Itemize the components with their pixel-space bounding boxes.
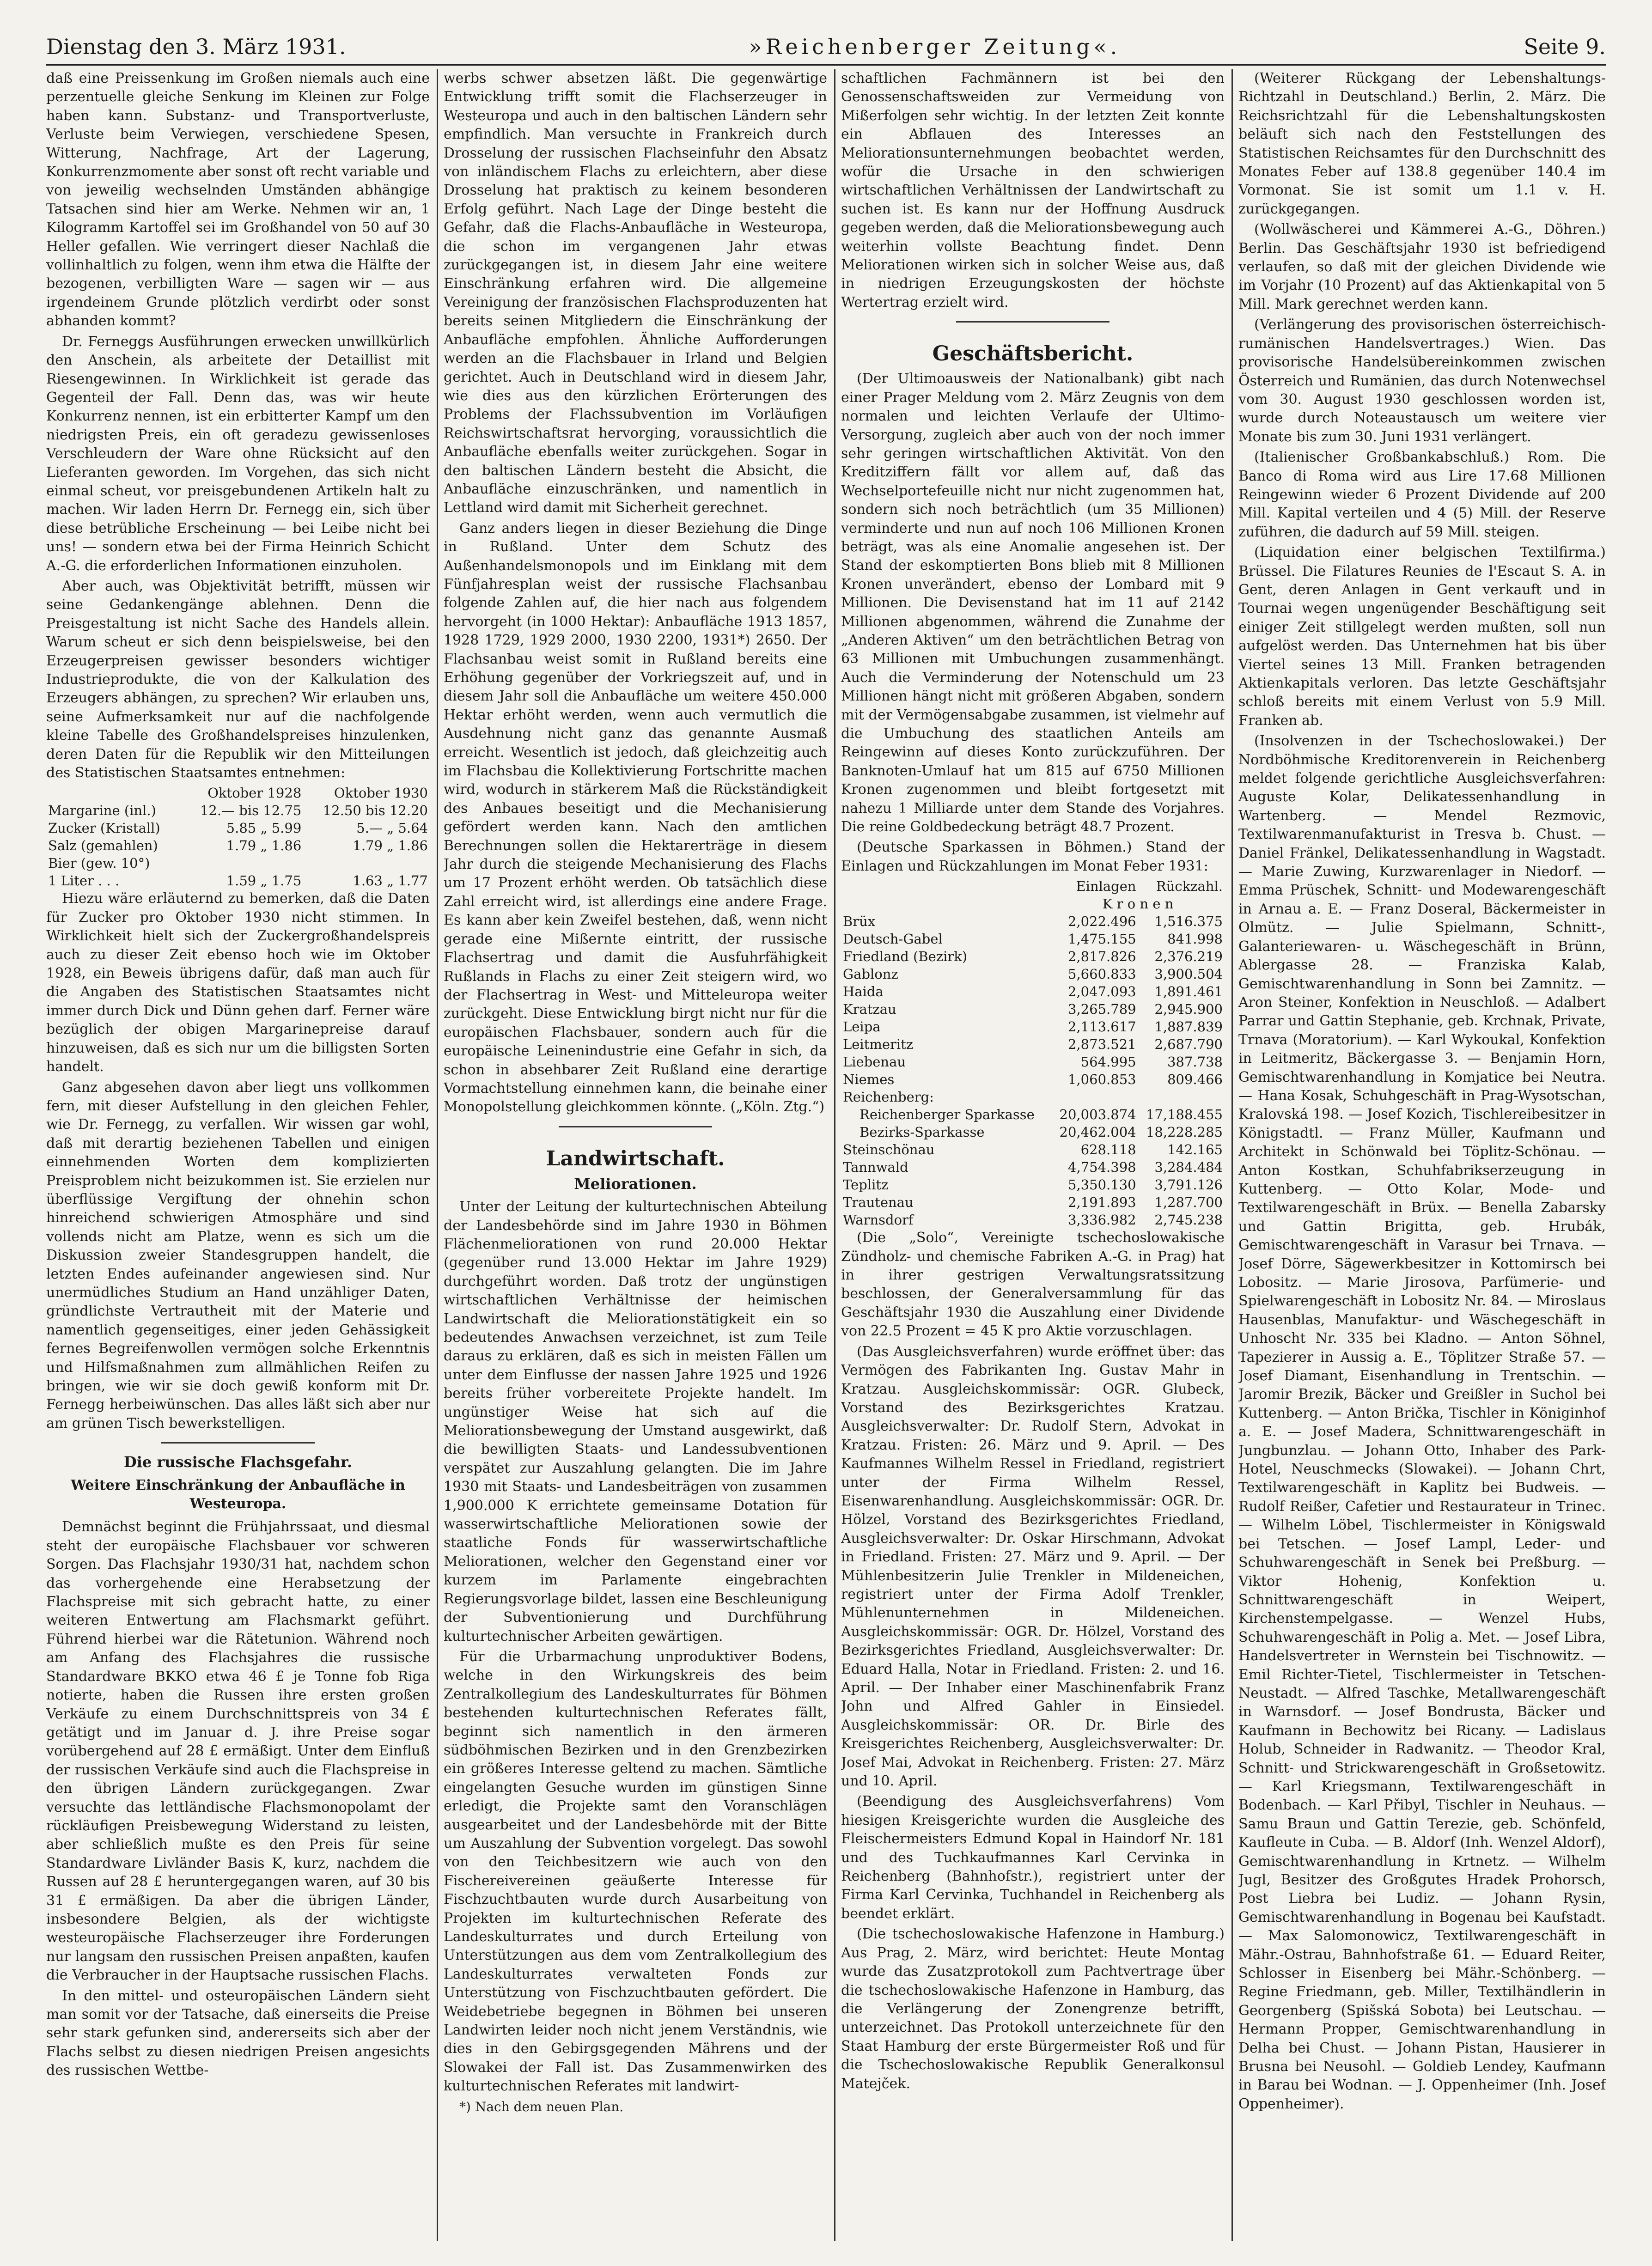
paragraph: (Die „Solo“, Vereinigte tschechoslowakische Zündholz- und chemische Fabriken A.-G. in Prag) hat in ihrer gestrigen Verwaltungsratssitzung beschlossen, der Generalversammlung für das Geschäftsjahr 1930 die Auszahlung einer Dividende von 22.5 Prozent = 45 K pro Aktie vorzuschlagen. [841, 1230, 1225, 1340]
divider [559, 1126, 712, 1127]
table-row [841, 930, 1225, 948]
table-cell: 2,191.893 [1068, 1194, 1136, 1211]
table-cell: 1.79 „ 1.86 [226, 838, 302, 854]
table-header-cell: Einlagen [1076, 878, 1136, 895]
table-cell [1138, 1088, 1225, 1106]
table-row [841, 1158, 1225, 1176]
table-cell: Gablonz [843, 966, 898, 982]
article-subheading: Weitere Einschränkung der Anbaufläche in Westeuropa. [71, 1477, 405, 1512]
table-cell: 12.50 bis 12.20 [323, 803, 428, 819]
article-columns [46, 69, 1606, 2241]
table-cell: 1,891.461 [1154, 984, 1223, 1000]
paragraph: (Der Ultimoausweis der Nationalbank) gibt nach einer Prager Meldung vom 2. März Zeugnis von dem normalen und leichten Verlaufe der Ultimo-Versorgung, zugleich aber auch von der noch immer sehr geringen wirtschaftlichen Aktivität. Von den Kreditziffern fällt vor allem auf, daß das Wechselportefeuille nicht nur nicht zugenommen hat, sondern sich noch beträchtlich (um 35 Millionen) verminderte und nun auf noch 106 Millionen Kronen beträgt, was als eine Anomalie angesehen ist. Der Stand der eskomptierten Bons blieb mit 8 Millionen Kronen unverändert, ebenso der Lombard mit 9 Millionen. Die Devisenstand hat im 11 auf 2142 Millionen abgenommen, während die Zunahme der „Anderen Aktiven“ um den beträchtlichen Betrag von 63 Millionen mit Umbuchungen zusammenhängt. Auch die Verminderung der Notenschuld um 23 Millionen hängt nicht mit größeren Abgaben, sondern mit der Vermögensabgabe zusammen, ist vielmehr auf die Umbuchung des staatlichen Anteils am Reingewinn auf dieses Konto zurückzuführen. Der Banknoten-Umlauf hat um 815 auf 6750 Millionen Kronen zugenommen und bleibt fortgesetzt mit nahezu 1 Milliarde unter dem Stande des Vorjahres. Die reine Goldbedeckung beträgt 48.7 Prozent. [841, 371, 1225, 835]
table-row [841, 1053, 1225, 1071]
table-cell: 3,284.484 [1154, 1159, 1223, 1176]
article-heading: Meliorationen. [574, 1175, 697, 1193]
table-cell: 18,228.285 [1146, 1124, 1223, 1140]
table-cell: 5.85 „ 5.99 [226, 820, 302, 836]
table-cell: Reichenberg: [843, 1089, 934, 1105]
paragraph: (Wollwäscherei und Kämmerei A.-G., Döhren.) Berlin. Das Geschäftsjahr 1930 ist befriedigend verlaufen, so daß mit der gleichen Dividende wie im Vorjahr (10 Prozent) auf das Aktienkapital von 5 Mill. Mark gerechnet werden kann. [1238, 221, 1606, 312]
column-divider [834, 69, 835, 2241]
paragraph: Ganz anders liegen in dieser Beziehung die Dinge in Rußland. Unter dem Schutz des Außenhandelsmonopols und im Einklang mit dem Fünfjahresplan weist der russische Flachsanbau folgende Zahlen auf, die hier nach aus folgendem hervorgeht (in 1000 Hektar): Anbaufläche 1913 1857, 1928 1729, 1929 2000, 1930 2200, 1931*) 2650. Der Flachsanbau weist somit in Rußland bereits eine Erhöhung gegenüber der Vorkriegszeit auf, und in diesem Jahr soll die Anbaufläche um weitere 450.000 Hektar erhöht werden, wenn auch vermutlich die Ausdehnung nicht ganz das genannte Ausmaß erreicht. Wesentlich ist jedoch, daß gleichzeitig auch im Flachsbau die Kollektivierung Fortschritte machen wird, wodurch in stärkerem Maß die Rückständigkeit des Anbaues beseitigt und die Mechanisierung gefördert werden kann. Nach den amtlichen Berechnungen sollen die Hektarerträge in diesem Jahr durch die steigende Mechanisierung des Flachs um 17 Prozent erhöht werden. Ob tatsächlich diese Zahl erreicht wird, ist allerdings eine andere Frage. Es kann aber kein Zweifel bestehen, daß, wenn nicht gerade eine Mißernte eintritt, der russische Flachsertrag und damit die Ausfuhrfähigkeit Rußlands in Flachs zu einer Zeit steigern wird, wo der Flachsertrag in West- und Mitteleuropa weiter zurückgeht. Diese Entwicklung birgt nicht nur für die europäischen Flachsbauer, sondern auch für die europäische Leinenindustrie eine Gefahr in sich, da schon in absehbarer Zeit Rußland eine derartige Vormachtstellung einnehmen kann, die beinahe einer Monopolstellung gleichkommen könnte. („Köln. Ztg.“) [444, 520, 827, 1115]
savings-banks-table [841, 877, 1225, 1229]
table-cell: 1,060.853 [1068, 1072, 1136, 1088]
table-row [841, 965, 1225, 983]
table-cell: 3,791.126 [1154, 1177, 1223, 1193]
table-cell: Bier (gew. 10°) [48, 855, 150, 871]
table-cell: 3,336.982 [1068, 1212, 1136, 1228]
table-cell: 4,754.398 [1068, 1159, 1136, 1176]
table-cell: 1 Liter . . . [48, 873, 120, 889]
table-header-row [841, 895, 1225, 913]
article-heading: Die russische Flachsgefahr. [124, 1453, 352, 1471]
table-cell: Warnsdorf [843, 1212, 914, 1228]
paragraph: daß eine Preissenkung im Großen niemals auch eine perzentuelle gleiche Senkung im Kleinen zur Folge haben kann. Substanz- und Transportverluste, Verluste beim Verwiegen, verschiedene Spesen, Witterung, Nachfrage, Art der Lagerung, Konkurrenzmomente aber sonst oft recht variable und von jeweilig wechselnden Umständen abhängige Tatsachen sind hier am Werke. Nehmen wir an, 1 Kilogramm Kartoffel sei im Großhandel von 50 auf 30 Heller gefallen. Wie verringert dieser Nachlaß die vollinhaltlich zu folgen, wenn ihm etwa die Hälfte der bezogenen, verbilligten Ware — sagen wir — aus irgendeinem Grunde plötzlich verdirbt oder sonst abhanden kommt? [46, 70, 430, 329]
paragraph: Unter der Leitung der kulturtechnischen Abteilung der Landesbehörde sind im Jahre 1930 in Böhmen Flächenmeliorationen von rund 20.000 Hektar (gegenüber rund 13.000 Hektar im Jahre 1929) durchgeführt worden. Daß trotz der ungünstigen wirtschaftlichen Verhältnisse der heimischen Landwirtschaft die Meliorationstätigkeit ein so bedeutendes Anwachsen verzeichnet, ist zum Teile daraus zu erklären, daß es sich in meisten Fällen um unter dem Einflusse der nassen Jahre 1925 und 1926 bereits früher vorbereitete Projekte handelt. Im ungünstiger Weise hat sich auf die Meliorationsbewegung der Umstand ausgewirkt, daß die bewilligten Staats- und Landessubventionen verspätet zur Auszahlung gelangten. Die im Jahre 1930 mit Staats- und Landesbeiträgen von zusammen 1,900.000 K errichtete gemeinsame Dotation für wasserwirtschaftliche Meliorationen sowie der staatliche Fonds für wasserwirtschaftliche Meliorationen, welcher den Gegenstand einer vor kurzem im Parlamente eingebrachten Regierungsvorlage bildet, lassen eine Beschleunigung der Subventionierung und Durchführung kulturtechnischer Arbeiten gewärtigen. [444, 1199, 827, 1645]
table-cell: 2,745.238 [1154, 1212, 1223, 1228]
table-row [46, 854, 430, 872]
table-header-cell: Oktober 1930 [334, 785, 428, 801]
divider [956, 321, 1109, 323]
table-row [46, 802, 430, 819]
table-cell: Deutsch-Gabel [843, 931, 943, 947]
column-1 [46, 69, 430, 2241]
paragraph: Für die Urbarmachung unproduktiver Bodens, welche in den Wirkungskreis des beim Zentralkollegium des Landeskulturrates für Böhmen bestehenden kulturtechnischen Referates fällt, beginnt sich namentlich in den ärmeren südböhmischen Bezirken und in den Grenzbezirken ein größeres Interesse geltend zu machen. Sämtliche eingelangten Gesuche wurden im günstigen Sinne erledigt, die Projekte samt den Voranschlägen ausgearbeitet und der Landesbehörde mit der Bitte um Auszahlung der Subvention vorgelegt. Das sowohl von den Teichbesitzern wie auch von den Fischereivereinen geäußerte Interesse für Fischzuchtbauten wurde durch Ausarbeitung von Projekten im kulturtechnischen Referate des Landeskulturrates und durch Erteilung von Unterstützungen aus dem vom Zentralkollegium des Landeskulturrates verwalteten Fonds zur Unterstützung von Fischzuchtbauten gefördert. Die Weidebetriebe begegnen in Böhmen bei unseren Landwirten leider noch nicht jenem Verständnis, wie dies in den Gebirgsgegenden Mährens und der Slowakei der Fall ist. Das Zusammenwirken des kulturtechnischen Referates mit landwirt- [444, 1648, 827, 2095]
paragraph: Hiezu wäre erläuternd zu bemerken, daß die Daten für Zucker pro Oktober 1930 nicht stimmen. In Wirklichkeit hielt sich der Zuckergroßhandelspreis auch zu dieser Zeit ebenso hoch wie im Oktober 1928, ein Beweis übrigens dafür, daß man auch für die Angaben des Statistischen Staatsamtes nicht immer durch Dick und Dünn gehen darf. Ferner wäre bezüglich der obigen Margarinepreise darauf hinzuweisen, daß es sich nur um die billigsten Sorten handelt. [46, 890, 430, 1075]
table-cell: Bezirks-Sparkasse [860, 1124, 985, 1140]
footnote: *) Nach dem neuen Plan. [459, 2099, 624, 2114]
page-header [46, 22, 1606, 66]
paragraph: schaftlichen Fachmännern ist bei den Genossenschaftsweiden zur Vermeidung von Mißerfolgen sehr wichtig. In der letzten Zeit konnte ein Abflauen des Interesses an Meliorationsunternehmungen beobachtet werden, wofür die Ursache in den schwierigen wirtschaftlichen Verhältnissen der Landwirtschaft zu suchen ist. Es kann nur der Hoffnung Ausdruck gegeben werden, daß die Meliorationsbewegung auch weiterhin vollste Beachtung findet. Denn Meliorationen wirken sich in solcher Weise aus, daß in niedrigen Erzeugungskosten der höchste Wertertrag erzielt wird. [841, 70, 1225, 311]
table-cell: 1.79 „ 1.86 [353, 838, 428, 854]
table-cell: 2,113.617 [1068, 1019, 1136, 1035]
table-cell: Zucker (Kristall) [48, 820, 160, 836]
table-cell: Salz (gemahlen) [48, 838, 158, 854]
table-cell: 5,660.833 [1068, 966, 1136, 982]
paragraph: (Beendigung des Ausgleichsverfahrens) Vom hiesigen Kreisgerichte wurden die Ausgleiche des Fleischermeisters Edmund Kopal in Haindorf Nr. 181 und des Tuchkaufmannes Karl Cervinka in Reichenberg (Bahnhofstr.), registriert unter der Firma Karl Cervinka, Tuchhandel in Reichenberg als beendet erklärt. [841, 1793, 1225, 1922]
table-cell [181, 854, 304, 872]
column-4 [1238, 69, 1606, 2241]
column-2 [444, 69, 827, 2241]
paragraph: (Das Ausgleichsverfahren) wurde eröffnet über: das Vermögen des Fabrikanten Ing. Gustav Mahr in Kratzau. Ausgleichskommissär: OGR. Glubeck, Vorstand des Bezirksgerichtes Kratzau. Ausgleichsverwalter: Dr. Rudolf Stern, Advokat in Kratzau. Fristen: 26. März und 9. April. — Des Kaufmannes Wilhelm Ressel in Friedland, registriert unter der Firma Wilhelm Ressel, Eisenwarenhandlung. Ausgleichskommissär: OGR. Dr. Hölzel, Vorstand des Bezirksgerichtes Friedland, Ausgleichsverwalter: Dr. Oskar Hirschmann, Advokat in Friedland. Fristen: 27. März und 9. April. — Der Mühlenbesitzerin Julie Trenkler in Mildeneichen, registriert unter der Firma Adolf Trenkler, Mühlenunternehmen in Mildeneichen. Ausgleichskommissär: OGR. Dr. Hölzel, Vorstand des Bezirksgerichtes Friedland, Ausgleichsverwalter: Dr. Eduard Halla, Notar in Friedland. Fristen: 2. und 16. April. — Der Inhaber einer Maschinenfabrik Franz John und Alfred Gahler in Einsiedel. Ausgleichskommissär: OR. Dr. Birle des Kreisgerichtes Reichenberg, Ausgleichsverwalter: Dr. Josef Mai, Advokat in Reichenberg. Fristen: 27. März und 10. April. [841, 1343, 1225, 1790]
column-3 [841, 69, 1225, 2241]
table-cell: Reichenberger Sparkasse [860, 1107, 1035, 1123]
paragraph: (Italienischer Großbankabschluß.) Rom. Die Banco di Roma wird aus Lire 17.68 Millionen Reingewinn wieder 6 Prozent Dividende auf 200 Mill. Kapital verteilen und 4 (5) Mill. der Reserve zuführen, die dadurch auf 59 Mill. steigen. [1238, 449, 1606, 540]
table-row [841, 1211, 1225, 1229]
table-row [841, 1194, 1225, 1211]
table-cell: 841.998 [1167, 931, 1223, 947]
table-cell: 1,287.700 [1154, 1194, 1223, 1211]
table-cell: 1,475.155 [1068, 931, 1136, 947]
table-cell: 2,873.521 [1068, 1036, 1136, 1053]
table-row [46, 872, 430, 889]
table-cell: 2,817.826 [1068, 949, 1136, 965]
paragraph: (Insolvenzen in der Tschechoslowakei.) Der Nordböhmische Kreditorenverein in Reichenberg meldet folgende gerichtliche Ausgleichsverfahren: Auguste Kolar, Delikatessenhandlung in Wartenberg. — Mendel Rezmovic, Textilwarenmanufakturist in Tresva b. Chust. — Daniel Fränkel, Delikatessenhandlung in Wagstadt. — Marie Zuwing, Kurzwarenlager in Niedorf. — Emma Prüschek, Schnitt- und Modewarengeschäft in Arnau a. E. — Franz Doseral, Bäckermeister in Olmütz. — Julie Spielmann, Schnitt-, Galanteriewaren- u. Wäschegeschäft in Brünn, Ablergasse 28. — Franziska Kalab, Gemischtwarenhandlung in Sonn bei Zamnitz. — Aron Steiner, Konfektion in Neuschloß. — Adalbert Parrar und Gattin Stephanie, geb. Krchnak, Private, Trnava (Moratorium). — Karl Wykoukal, Konfektion in Leitmeritz, Bäckergasse 3. — Benjamin Horn, Gemischtwarenhandlung in Komjatice bei Neutra. — Hana Kosak, Schuhgeschäft in Prag-Wysotschan, Kralovská 198. — Josef Kozich, Tischlereibesitzer in Königstadtl. — Franz Müller, Kaufmann und Architekt in Schönwald bei Töplitz-Schönau. — Anton Kostkan, Schuhfabrikserzeugung in Kuttenberg. — Otto Kolar, Mode- und Textilwarengeschäft in Brüx. — Benella Zabarsky und Gattin Brigitta, geb. Hrubák, Gemischtwarengeschäft in Varasur bei Trnava. — Josef Dörre, Sägewerkbesitzer in Kottomirsch bei Lobositz. — Marie Jirosova, Parfümerie- und Spielwarengeschäft in Lobositz Nr. 84. — Miroslaus Hausenblas, Manufaktur- und Wäschegeschäft in Unhoscht Nr. 335 bei Kladno. — Anton Söhnel, Tapezierer in Aussig a. E., Töplitzer Straße 57. — Josef Diamant, Eisenhandlung in Trentschin. — Jaromir Brezik, Bäcker und Greißler in Suchol bei Kuttenberg. — Anton Brička, Tischler in Königinhof a. E. — Josef Madera, Schnittwarengeschäft in Jungbunzlau. — Johann Otto, Inhaber des Park-Hotel, Neuschmecks (Slowakei). — Johann Chrt, Textilwarengeschäft in Kaplitz bei Budweis. — Rudolf Reißer, Cafetier und Restaurateur in Trinec. — Wilhelm Löbel, Tischlermeister in Königswald bei Tetschen. — Josef Lampl, Leder- und Schuhwarengeschäft in Senek bei Preßburg. — Viktor Hohenig, Konfektion u. Schnittwarengeschäft in Weipert, Kirchenstempelgasse. — Wenzel Hubs, Schuhwarengeschäft in Polig a. Met. — Josef Libra, Handelsvertreter in Wernstein bei Tischnowitz. — Emil Richter-Tietel, Tischlermeister in Tetschen-Neustadt. — Alfred Taschke, Metallwarengeschäft in Warnsdorf. — Josef Bondrusta, Bäcker und Kaufmann in Bechowitz bei Ricany. — Ladislaus Holub, Schneider in Radwanitz. — Theodor Kral, Schnitt- und Strickwarengeschäft in Großsetowitz. — Karl Kriegsmann, Textilwarengeschäft in Bodenbach. — Karl Přibyl, Tischler in Neuhaus. — Samu Braun und Gattin Terezie, geb. Schönfeld, Kaufleute in Cuba. — B. Aldorf (Inh. Wenzel Aldorf), Gemischtwarenhandlung in Krtnetz. — Wilhelm Jugl, Besitzer des Großgutes Hradek Prohorsch, Post Liebra bei Ludiz. — Johann Rysin, Gemischtwarenhandlung in Bogenau bei Kaufstadt. — Max Salomonowicz, Textilwarengeschäft in Mähr.-Ostrau, Bahnhofstraße 61. — Eduard Reiter, Schlosser in Eisenberg bei Mähr.-Schönberg. — Regine Friedmann, geb. Miller, Textilhändlerin in Georgenberg (Spišská Sobota) bei Leutschau. — Hermann Propper, Gemischtwarenhandlung in Delha bei Chust. — Johann Pistan, Hausierer in Brusna bei Neusohl. — Goldieb Lendey, Kaufmann in Barau bei Wodnan. — J. Oppenheimer (Inh. Josef Oppenheimer). [1238, 733, 1606, 2112]
table-cell: 5,350.130 [1068, 1177, 1136, 1193]
table-header-cell: Rückzahl. [1156, 878, 1223, 895]
table-cell: 20,462.004 [1059, 1124, 1136, 1140]
header-newspaper-title: »Reichenberger Zeitung«. [749, 34, 1121, 59]
table-cell: Brüx [843, 914, 876, 930]
table-row [841, 1000, 1225, 1018]
table-cell: 2,022.496 [1068, 914, 1136, 930]
table-cell: Steinschönau [843, 1142, 935, 1158]
table-cell: 12.— bis 12.75 [200, 803, 302, 819]
column-divider [1231, 69, 1233, 2241]
paragraph: (Liquidation einer belgischen Textilfirma.) Brüssel. Die Filatures Reunies de l'Escaut S. A. in Gent, deren Anlagen in Gent verkauft und in Tournai wegen ungenügender Beschäftigung seit einiger Zeit stillgelegt werden mußten, soll nun aufgelöst werden. Das Unternehmen hat bis über Viertel seines 13 Mill. Franken betragenden Aktienkapitals verloren. Das letzte Geschäftsjahr schloß bereits mit einem Verlust von 5.9 Mill. Franken ab. [1238, 544, 1606, 729]
table-cell [303, 854, 430, 872]
paragraph: Demnächst beginnt die Frühjahrssaat, und diesmal steht der europäische Flachsbauer vor schweren Sorgen. Das Flachsjahr 1930/31 hat, nachdem schon das vorhergehende eine Herabsetzung der Flachspreise mit sich gebracht hatte, zu einer weiteren Entwertung am Flachsmarkt geführt. Führend hierbei war die Rätetunion. Während noch am Anfang des Flachsjahres die russische Standardware BKKO etwa 46 £ je Tonne fob Riga notierte, haben die Russen ihre ersten großen Verkäufe zu einem Durchschnittspreis von 34 £ getätigt und im Januar d. J. ihre Preise sogar vorübergehend auf 28 £ ermäßigt. Unter dem Einfluß der russischen Verkäufe sind auch die Flachspreise in den übrigen Ländern zurückgegangen. Zwar versuchte das lettländische Flachsmonopolamt der rückläufigen Preisbewegung Widerstand zu leisten, aber schließlich mußte es den Preis für seine Standardware Livländer Basis K, kurz, nachdem die Russen auf 28 £ heruntergegangen waren, auf 30 bis 31 £ ermäßigen. Da aber die übrigen Länder, insbesondere Belgien, als der wichtigste westeuropäische Flachserzeuger ihre Forderungen nur langsam den russischen Preisen anpaßten, kaufen die Verbraucher in der Hauptsache russischen Flachs. [46, 1519, 430, 1984]
table-cell: 20,003.874 [1059, 1107, 1136, 1123]
section-heading: Landwirtschaft. [546, 1146, 725, 1170]
table-cell: 142.165 [1167, 1142, 1223, 1158]
table-cell: Niemes [843, 1072, 895, 1088]
paragraph: werbs schwer absetzen läßt. Die gegenwärtige Entwicklung trifft somit die Flachserzeuger in Westeuropa und auch in den baltischen Ländern sehr empfindlich. Man versuchte in Frankreich durch Drosselung der russischen Flachseinfuhr den Absatz von inländischem Flachs zu erleichtern, aber diese Drosselung hat praktisch zu keinem besonderen Erfolg geführt. Nach Lage der Dinge besteht die Gefahr, daß die Flachs-Anbaufläche in Westeuropa, die schon im vergangenen Jahr etwas zurückgegangen ist, in diesem Jahr eine weitere Einschränkung erfahren wird. Die allgemeine Vereinigung der französischen Flachsproduzenten hat bereits seinen Mitgliedern die Einschränkung der Anbaufläche empfohlen. Ähnliche Aufforderungen werden an die Flachsbauer in Irland und Belgien gerichtet. Auch in Deutschland wird in diesem Jahr, wie dies aus den kürzlichen Erörterungen des Problems der Flachssubvention im Vorläufigen Reichswirtschaftsrat hervorging, voraussichtlich die Anbaufläche ebenfalls weiter zurückgehen. Sogar in den baltischen Ländern besteht die Absicht, die Anbaufläche einzuschränken, und namentlich in Lettland wird damit mit Sicherheit gerechnet. [444, 70, 827, 516]
paragraph: Aber auch, was Objektivität betrifft, müssen wir seine Gedankengänge ablehnen. Denn die Preisgestaltung ist nicht Sache des Handels allein. Warum scheut er sich denn beispielsweise, bei den Erzeugerpreisen gewisser besonders wichtiger Industrieprodukte, die von der Kalkulation des Erzeugers abhängen, zu sprechen? Wir erlauben uns, seine Aufmerksamkeit nur auf die nachfolgende kleine Tabelle des Großhandelspreises hinzulenken, deren Daten für die Republik wir den Mitteilungen des Statistischen Staatsamtes entnehmen: [46, 578, 430, 781]
paragraph: (Die tschechoslowakische Hafenzone in Hamburg.) Aus Prag, 2. März, wird berichtet: Heute Montag wurde das Zusatzprotokoll zum Pachtvertrage über die tschechoslowakische Hafenzone in Hamburg, das die Verlängerung der Zonengrenze betrifft, unterzeichnet. Das Protokoll unterzeichnete für den Staat Hamburg der erste Bürgermeister Roß und für die Tschechoslowakische Republik Generalkonsul Matejček. [841, 1926, 1225, 2092]
section-heading: Geschäftsbericht. [932, 342, 1134, 366]
table-row [841, 913, 1225, 930]
table-cell: 5.— „ 5.64 [356, 820, 428, 836]
table-row [841, 1071, 1225, 1088]
table-cell: Haida [843, 984, 884, 1000]
table-cell: Leitmeritz [843, 1036, 914, 1053]
table-cell: 564.995 [1080, 1054, 1136, 1070]
table-cell: 3,265.789 [1068, 1001, 1136, 1017]
paragraph: In den mittel- und osteuropäischen Ländern sieht man somit vor der Tatsache, daß einerseits die Preise sehr stark gefunken sind, andererseits sich aber der Flachs selbst zu diesen niedrigen Preisen angesichts des russischen Wettbe- [46, 1987, 430, 2079]
table-row [841, 948, 1225, 965]
table-cell: 1.63 „ 1.77 [353, 873, 428, 889]
divider [161, 1442, 315, 1444]
table-cell: 2,945.900 [1154, 1001, 1223, 1017]
table-cell: 3,900.504 [1154, 966, 1223, 982]
paragraph: Ganz abgesehen davon aber liegt uns vollkommen fern, mit dieser Aufstellung in den gleichen Fehler, wie Dr. Fernegg, zu verfallen. Wir wissen gar wohl, daß mit derartig beziehenen Tabellen und einigen einnehmenden Worten dem komplizierten Preisproblem nicht beizukommen ist. Sie erzielen nur überflüssige Vergiftung der ohnehin schon hinreichend schwierigen Atmosphäre und sind vollends nicht am Platze, wenn es sich um die Diskussion zweier Standesgruppen handelt, die letzten Endes aufeinander angewiesen sind. Nur unermüdliches Studium an Hand unzähliger Daten, gründlichste Vertrautheit mit der Materie und namentlich gegenseitiges, einer jeden Gehässigkeit fernes Begreifenwollen vermögen solche Erkenntnis und Hilfsmaßnahmen zum allmählichen Reifen zu bringen, wie wir sie doch gewiß konform mit Dr. Fernegg herbeiwünschen. Das alles läßt sich aber nur am grünen Tisch bewerkstelligen. [46, 1079, 430, 1431]
table-row [841, 1106, 1225, 1123]
table-header-row [841, 877, 1225, 895]
table-cell: Margarine (inl.) [48, 803, 156, 819]
table-cell: Liebenau [843, 1054, 906, 1070]
table-header-cell: Oktober 1928 [207, 785, 302, 801]
table-cell: 2,376.219 [1154, 949, 1223, 965]
table-cell: 1,516.375 [1154, 914, 1223, 930]
table-row [841, 1088, 1225, 1106]
table-cell: Teplitz [843, 1177, 889, 1193]
table-cell: 1,887.839 [1154, 1019, 1223, 1035]
table-cell: 809.466 [1167, 1072, 1223, 1088]
table-cell: 628.118 [1080, 1142, 1136, 1158]
table-cell: 2,687.790 [1154, 1036, 1223, 1053]
table-row [841, 1141, 1225, 1158]
paragraph: Dr. Ferneggs Ausführungen erwecken unwillkürlich den Anschein, als arbeitete der Detaillist mit Riesengewinnen. In Wirklichkeit ist gerade das Gegenteil der Fall. Denn das, was wir heute Konkurrenz nennen, ist ein erbitterter Kampf um den niedrigsten Preis, ein oft geradezu gewissenloses Verschleudern der Ware ohne Rücksicht auf den Lieferanten geworden. Im Vorgehen, das sich nicht einmal scheut, vor preisgebundenen Artikeln halt zu machen. Wir laden Herrn Dr. Fernegg ein, sich über diese betrübliche Erscheinung — bei Leibe nicht bei uns! — sondern etwa bei der Firma Heinrich Schicht A.-G. die erforderlichen Informationen einzuholen. [46, 333, 430, 574]
table-row [841, 1018, 1225, 1036]
table-cell: 2,047.093 [1068, 984, 1136, 1000]
table-cell: 387.738 [1167, 1054, 1223, 1070]
table-unit-cell: K r o n e n [1102, 896, 1174, 912]
paragraph: (Weiterer Rückgang der Lebenshaltungs-Richtzahl in Deutschland.) Berlin, 2. März. Die Reichsrichtzahl für die Lebenshaltungskosten beläuft sich nach den Feststellungen des Statistischen Reichsamtes für den Durchschnitt des Monates Feber auf 138.8 gegenüber 140.4 im Vormonat. Sie ist somit um 1.1 v. H. zurückgegangen. [1238, 70, 1606, 217]
header-page-number: Seite 9. [1524, 34, 1606, 59]
table-cell: Tannwald [843, 1159, 908, 1176]
header-date: Dienstag den 3. März 1931. [46, 34, 346, 59]
table-cell: Kratzau [843, 1001, 896, 1017]
table-cell [1051, 1088, 1138, 1106]
table-row [46, 819, 430, 837]
table-cell: 17,188.455 [1146, 1107, 1223, 1123]
paragraph: (Deutsche Sparkassen in Böhmen.) Stand der Einlagen und Rückzahlungen im Monat Feber 1931: [841, 839, 1225, 874]
paragraph: (Verlängerung des provisorischen österreichisch-rumänischen Handelsvertrages.) Wien. Das provisorische Handelsübereinkommen zwischen Österreich und Rumänien, das durch Notenwechsel vom 30. August 1930 geschlossen worden ist, wurde durch Noteaustausch um weitere vier Monate bis zum 30. Juni 1931 verlängert. [1238, 317, 1606, 445]
table-row [841, 1036, 1225, 1053]
table-cell: 1.59 „ 1.75 [226, 873, 302, 889]
column-divider [437, 69, 438, 2241]
table-header-row [46, 784, 430, 802]
table-row [841, 1123, 1225, 1141]
price-table [46, 784, 430, 889]
table-cell: Trautenau [843, 1194, 914, 1211]
table-row [841, 983, 1225, 1000]
table-row [841, 1176, 1225, 1194]
table-cell: Leipa [843, 1019, 881, 1035]
table-row [46, 837, 430, 854]
table-cell: Friedland (Bezirk) [843, 949, 968, 965]
